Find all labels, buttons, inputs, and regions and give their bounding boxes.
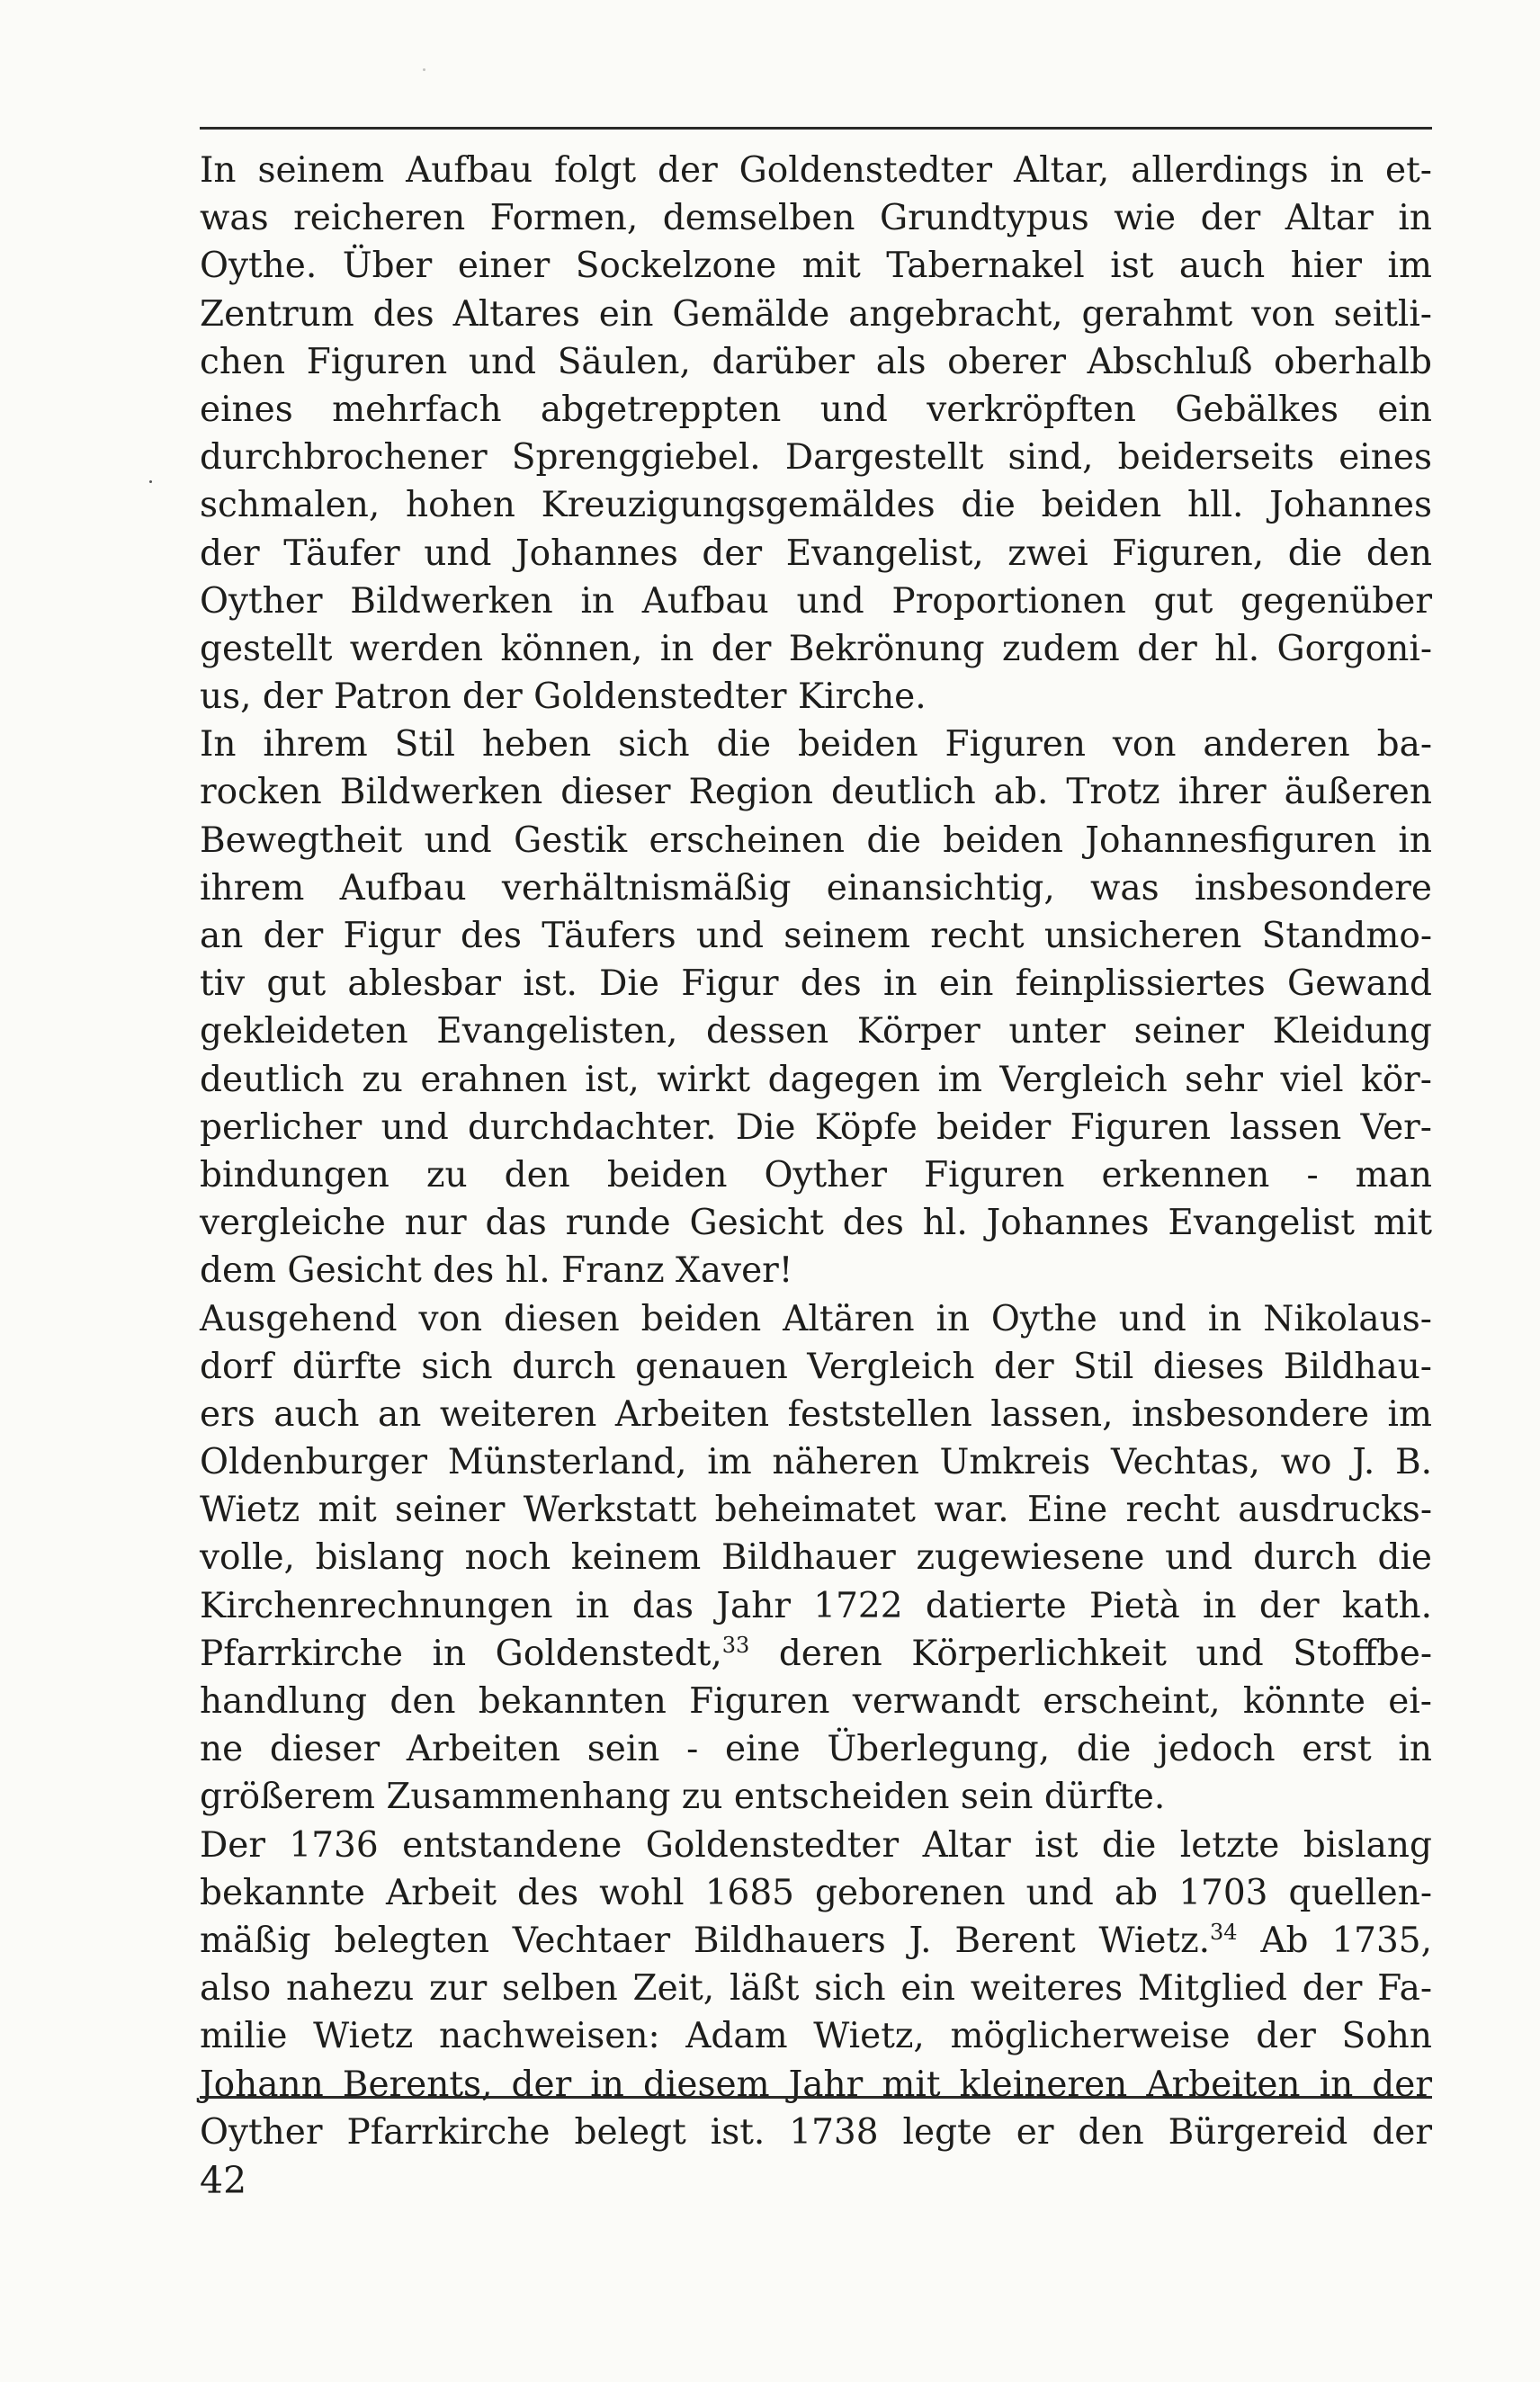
text-line: ers auch an weiteren Arbeiten feststellen lassen, insbesondere im (200, 1393, 1432, 1435)
text-line: bekannte Arbeit des wohl 1685 geborenen und ab 1703 quellen- (200, 1872, 1432, 1913)
text-line: schmalen, hohen Kreuzigungsgemäldes die beiden hll. Johannes (200, 485, 1432, 526)
text-line: Wietz mit seiner Werkstatt beheimatet war. Eine recht ausdrucks- (200, 1490, 1432, 1531)
scan-speck (423, 68, 425, 71)
text-line: bindungen zu den beiden Oyther Figuren erkennen - man (200, 1154, 1432, 1195)
text-line: chen Figuren und Säulen, darüber als oberer Abschluß oberhalb (200, 341, 1432, 382)
text-line-with-footnote (200, 1917, 1432, 1965)
line-tail: Ab 1735, (1237, 1920, 1432, 1961)
text-line: also nahezu zur selben Zeit, läßt sich ein weiteres Mitglied der Fa- (200, 1968, 1432, 2010)
text-line: rocken Bildwerken dieser Region deutlich ab. Trotz ihrer äußeren (200, 772, 1432, 813)
text-line: tiv gut ablesbar ist. Die Figur des in ein feinplissiertes Gewand (200, 963, 1432, 1005)
text-line: ihrem Aufbau verhältnismäßig einansichtig, was insbesondere (200, 867, 1432, 909)
text-line: Kirchenrechnungen in das Jahr 1722 datierte Pietà in der kath. (200, 1585, 1432, 1626)
text-line: dem Gesicht des hl. Franz Xaver! (200, 1250, 793, 1292)
text-line: Oyther Pfarrkirche belegt ist. 1738 legte er den Bürgereid der (200, 2111, 1432, 2153)
text-line: ne dieser Arbeiten sein - eine Überlegung, die jedoch erst in (200, 1729, 1432, 1770)
text-line: Oldenburger Münsterland, im näheren Umkreis Vechtas, wo J. B. (200, 1442, 1432, 1483)
scan-speck (149, 480, 152, 483)
text-line: Oyther Bildwerken in Aufbau und Proportionen gut gegenüber (200, 580, 1432, 622)
text-line: eines mehrfach abgetreppten und verkröpften Gebälkes ein (200, 389, 1432, 430)
text-line: vergleiche nur das runde Gesicht des hl. Johannes Evangelist mit (200, 1203, 1432, 1244)
text-line-with-footnote (200, 1630, 1432, 1678)
text-line: gekleideten Evangelisten, dessen Körper unter seiner Kleidung (200, 1011, 1432, 1052)
text-line: milie Wietz nachweisen: Adam Wietz, möglicherweise der Sohn (200, 2016, 1432, 2057)
text-line: perlicher und durchdachter. Die Köpfe beider Figuren lassen Ver- (200, 1106, 1432, 1148)
text-line: volle, bislang noch keinem Bildhauer zugewiesene und durch die (200, 1537, 1432, 1579)
line-head: mäßig belegten Vechtaer Bildhauers J. Berent Wietz. (200, 1920, 1211, 1961)
top-rule (200, 127, 1432, 130)
text-line: Oythe. Über einer Sockelzone mit Tabernakel ist auch hier im (200, 246, 1432, 287)
text-line: Der 1736 entstandene Goldenstedter Altar ist die letzte bislang (200, 1824, 1432, 1866)
line-head: Pfarrkirche in Goldenstedt, (200, 1633, 722, 1674)
text-line: In ihrem Stil heben sich die beiden Figuren von anderen ba- (200, 724, 1432, 766)
text-line: us, der Patron der Goldenstedter Kirche. (200, 676, 927, 718)
line-tail: deren Körperlichkeit und Stoffbe- (749, 1633, 1432, 1674)
text-line: an der Figur des Täufers und seinem recht unsicheren Standmo- (200, 916, 1432, 956)
text-line: handlung den bekannten Figuren verwandt erscheint, könnte ei- (200, 1681, 1432, 1722)
text-line: Ausgehend von diesen beiden Altären in Oythe und in Nikolaus- (200, 1298, 1432, 1339)
text-line: größerem Zusammenhang zu entscheiden sein dürfte. (200, 1777, 1166, 1818)
text-line: was reicheren Formen, demselben Grundtypus wie der Altar in (200, 198, 1432, 239)
text-line: Zentrum des Altares ein Gemälde angebracht, gerahmt von seitli- (200, 293, 1432, 335)
text-line: Bewegtheit und Gestik erscheinen die beiden Johannesfiguren in (200, 819, 1432, 861)
footnote-ref-34: 34 (1210, 1919, 1238, 1945)
footnote-ref-33: 33 (721, 1632, 750, 1658)
text-line: dorf dürfte sich durch genauen Vergleich der Stil dieses Bildhau- (200, 1346, 1432, 1387)
body-text (200, 147, 1432, 2156)
text-line: Johann Berents, der in diesem Jahr mit kleineren Arbeiten in der (200, 2064, 1432, 2105)
text-line: deutlich zu erahnen ist, wirkt dagegen im Vergleich sehr viel kör- (200, 1059, 1432, 1100)
text-line: gestellt werden können, in der Bekrönung zudem der hl. Gorgoni- (200, 628, 1432, 669)
text-line: In seinem Aufbau folgt der Goldenstedter Altar, allerdings in et- (200, 150, 1432, 191)
text-line: durchbrochener Sprenggiebel. Dargestellt sind, beiderseits eines (200, 437, 1432, 479)
page-number: 42 (200, 2159, 247, 2202)
bottom-rule (200, 2096, 1432, 2099)
text-line: der Täufer und Johannes der Evangelist, zwei Figuren, die den (200, 533, 1432, 574)
